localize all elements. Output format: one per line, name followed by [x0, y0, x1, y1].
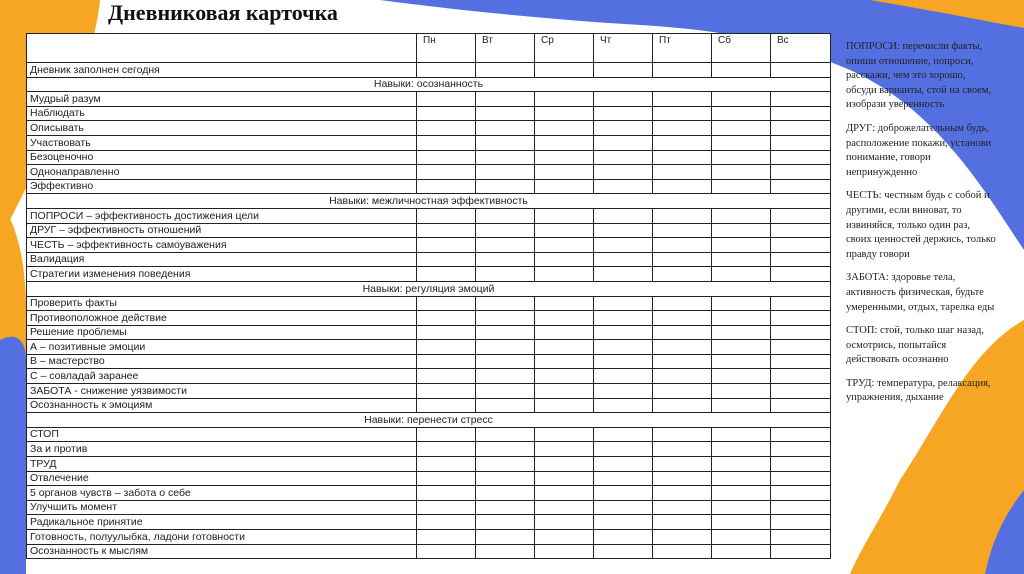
day-entry-cell[interactable] [417, 311, 476, 326]
day-entry-cell[interactable] [771, 486, 831, 501]
day-entry-cell[interactable] [653, 354, 712, 369]
day-header: Ср [535, 34, 594, 63]
skill-label: Улучшить момент [27, 500, 417, 515]
day-entry-cell[interactable] [771, 384, 831, 399]
day-entry-cell[interactable] [653, 340, 712, 355]
day-entry-cell[interactable] [417, 427, 476, 442]
day-entry-cell[interactable] [712, 530, 771, 545]
day-entry-cell[interactable] [771, 515, 831, 530]
day-entry-cell[interactable] [535, 165, 594, 180]
note-trud: ТРУД: температура, релаксация, упражнения, дыхание [846, 377, 991, 404]
day-entry-cell[interactable] [653, 135, 712, 150]
section-row [27, 413, 831, 428]
day-entry-cell[interactable] [653, 369, 712, 384]
skill-row [27, 223, 831, 238]
day-entry-cell[interactable] [594, 354, 653, 369]
day-entry-cell[interactable] [594, 544, 653, 559]
day-entry-cell[interactable] [535, 471, 594, 486]
day-entry-cell[interactable] [594, 63, 653, 78]
day-entry-cell[interactable] [535, 354, 594, 369]
day-entry-cell[interactable] [771, 457, 831, 472]
day-entry-cell[interactable] [594, 500, 653, 515]
skill-row [27, 384, 831, 399]
day-entry-cell[interactable] [535, 208, 594, 223]
day-entry-cell[interactable] [476, 252, 535, 267]
day-entry-cell[interactable] [653, 427, 712, 442]
day-entry-cell[interactable] [653, 442, 712, 457]
day-entry-cell[interactable] [417, 486, 476, 501]
day-entry-cell[interactable] [594, 311, 653, 326]
day-entry-cell[interactable] [594, 325, 653, 340]
skill-row [27, 486, 831, 501]
day-entry-cell[interactable] [535, 296, 594, 311]
skill-row [27, 121, 831, 136]
skill-label: Готовность, полуулыбка, ладони готовности [27, 530, 417, 545]
day-entry-cell[interactable] [712, 515, 771, 530]
day-entry-cell[interactable] [594, 296, 653, 311]
day-entry-cell[interactable] [712, 165, 771, 180]
day-entry-cell[interactable] [771, 252, 831, 267]
skill-label: Наблюдать [27, 106, 417, 121]
table-header-row [27, 34, 831, 63]
day-entry-cell[interactable] [417, 398, 476, 413]
skill-label: Участвовать [27, 135, 417, 150]
day-entry-cell[interactable] [653, 530, 712, 545]
day-entry-cell[interactable] [417, 121, 476, 136]
skill-row [27, 135, 831, 150]
day-entry-cell[interactable] [476, 471, 535, 486]
skill-row [27, 311, 831, 326]
day-entry-cell[interactable] [476, 267, 535, 282]
skill-row [27, 63, 831, 78]
day-entry-cell[interactable] [653, 500, 712, 515]
day-entry-cell[interactable] [653, 457, 712, 472]
day-entry-cell[interactable] [417, 267, 476, 282]
skill-label: Решение проблемы [27, 325, 417, 340]
day-entry-cell[interactable] [712, 427, 771, 442]
day-entry-cell[interactable] [535, 311, 594, 326]
skill-row [27, 544, 831, 559]
day-entry-cell[interactable] [594, 267, 653, 282]
day-entry-cell[interactable] [712, 354, 771, 369]
day-entry-cell[interactable] [712, 179, 771, 194]
day-entry-cell[interactable] [653, 179, 712, 194]
skill-row [27, 238, 831, 253]
note-stop: СТОП: стой, только шаг назад, осмотрись, попытайся действовать осознанно [846, 325, 984, 366]
skill-label: За и против [27, 442, 417, 457]
day-entry-cell[interactable] [476, 179, 535, 194]
skill-label: Противоположное действие [27, 311, 417, 326]
day-entry-cell[interactable] [535, 369, 594, 384]
section-heading: Навыки: регуляция эмоций [27, 281, 831, 296]
skill-label: Проверить факты [27, 296, 417, 311]
day-entry-cell[interactable] [535, 544, 594, 559]
day-entry-cell[interactable] [535, 238, 594, 253]
skill-row [27, 150, 831, 165]
skill-label: ЧЕСТЬ – эффективность самоуважения [27, 238, 417, 253]
day-entry-cell[interactable] [417, 471, 476, 486]
skill-label: Описывать [27, 121, 417, 136]
skill-row [27, 340, 831, 355]
day-header: Вс [771, 34, 831, 63]
day-entry-cell[interactable] [476, 106, 535, 121]
day-entry-cell[interactable] [653, 208, 712, 223]
day-entry-cell[interactable] [771, 530, 831, 545]
day-entry-cell[interactable] [417, 515, 476, 530]
day-entry-cell[interactable] [653, 165, 712, 180]
note-chest: ЧЕСТЬ: честным будь с собой и другими, если виноват, то извиняйся, только один раз, своих ценностей держись, только правду говори [846, 190, 996, 260]
note-drug: ДРУГ: доброжелательным будь, расположение покажи, установи понимание, говори непринужденно [846, 122, 992, 178]
day-entry-cell[interactable] [594, 223, 653, 238]
section-row [27, 77, 831, 92]
skill-row [27, 267, 831, 282]
day-entry-cell[interactable] [417, 252, 476, 267]
day-entry-cell[interactable] [535, 486, 594, 501]
skill-label: Осознанность к мыслям [27, 544, 417, 559]
skill-label: А – позитивные эмоции [27, 340, 417, 355]
day-entry-cell[interactable] [712, 442, 771, 457]
day-entry-cell[interactable] [712, 471, 771, 486]
day-entry-cell[interactable] [712, 544, 771, 559]
day-entry-cell[interactable] [594, 92, 653, 107]
skill-label: С – совладай заранее [27, 369, 417, 384]
day-entry-cell[interactable] [476, 384, 535, 399]
day-entry-cell[interactable] [771, 500, 831, 515]
skill-label: Однонаправленно [27, 165, 417, 180]
day-entry-cell[interactable] [653, 471, 712, 486]
day-entry-cell[interactable] [535, 340, 594, 355]
section-row [27, 281, 831, 296]
day-entry-cell[interactable] [653, 398, 712, 413]
day-entry-cell[interactable] [476, 238, 535, 253]
day-entry-cell[interactable] [535, 121, 594, 136]
day-entry-cell[interactable] [594, 515, 653, 530]
day-entry-cell[interactable] [653, 296, 712, 311]
day-entry-cell[interactable] [653, 384, 712, 399]
day-entry-cell[interactable] [594, 135, 653, 150]
day-entry-cell[interactable] [476, 427, 535, 442]
day-entry-cell[interactable] [771, 92, 831, 107]
day-entry-cell[interactable] [712, 150, 771, 165]
skill-label: В – мастерство [27, 354, 417, 369]
day-entry-cell[interactable] [712, 121, 771, 136]
skill-row [27, 252, 831, 267]
skill-row [27, 515, 831, 530]
day-entry-cell[interactable] [712, 369, 771, 384]
day-entry-cell[interactable] [771, 296, 831, 311]
skill-row [27, 457, 831, 472]
day-entry-cell[interactable] [417, 223, 476, 238]
day-entry-cell[interactable] [417, 150, 476, 165]
day-entry-cell[interactable] [712, 223, 771, 238]
day-entry-cell[interactable] [535, 179, 594, 194]
day-entry-cell[interactable] [594, 369, 653, 384]
day-entry-cell[interactable] [535, 398, 594, 413]
day-entry-cell[interactable] [535, 150, 594, 165]
day-entry-cell[interactable] [771, 354, 831, 369]
skill-row [27, 471, 831, 486]
day-entry-cell[interactable] [712, 238, 771, 253]
day-entry-cell[interactable] [653, 223, 712, 238]
day-entry-cell[interactable] [653, 121, 712, 136]
day-entry-cell[interactable] [417, 457, 476, 472]
day-entry-cell[interactable] [535, 442, 594, 457]
section-heading: Навыки: осознанность [27, 77, 831, 92]
day-entry-cell[interactable] [771, 471, 831, 486]
day-entry-cell[interactable] [771, 150, 831, 165]
day-entry-cell[interactable] [712, 106, 771, 121]
skill-label: СТОП [27, 427, 417, 442]
day-entry-cell[interactable] [771, 369, 831, 384]
day-header: Сб [712, 34, 771, 63]
skill-row [27, 325, 831, 340]
skill-label: Стратегии изменения поведения [27, 267, 417, 282]
day-entry-cell[interactable] [653, 252, 712, 267]
skill-row [27, 165, 831, 180]
day-entry-cell[interactable] [535, 500, 594, 515]
day-entry-cell[interactable] [476, 208, 535, 223]
day-entry-cell[interactable] [712, 208, 771, 223]
day-entry-cell[interactable] [771, 340, 831, 355]
skill-label: ДРУГ – эффективность отношений [27, 223, 417, 238]
day-entry-cell[interactable] [476, 398, 535, 413]
day-entry-cell[interactable] [417, 238, 476, 253]
note-poprosi: ПОПРОСИ: перечисли факты, опиши отношение, попроси, расскажи, чем это хорошо, обсуди варианты, стой на своем, изобрази уверенность [846, 41, 992, 111]
day-entry-cell[interactable] [417, 325, 476, 340]
day-entry-cell[interactable] [476, 121, 535, 136]
day-entry-cell[interactable] [476, 135, 535, 150]
day-entry-cell[interactable] [594, 530, 653, 545]
day-entry-cell[interactable] [417, 544, 476, 559]
day-entry-cell[interactable] [476, 442, 535, 457]
day-entry-cell[interactable] [535, 267, 594, 282]
day-entry-cell[interactable] [712, 384, 771, 399]
day-entry-cell[interactable] [712, 398, 771, 413]
day-entry-cell[interactable] [771, 311, 831, 326]
skill-row [27, 106, 831, 121]
day-entry-cell[interactable] [417, 530, 476, 545]
day-entry-cell[interactable] [476, 340, 535, 355]
day-entry-cell[interactable] [771, 179, 831, 194]
day-entry-cell[interactable] [535, 325, 594, 340]
day-entry-cell[interactable] [535, 106, 594, 121]
day-entry-cell[interactable] [535, 384, 594, 399]
skill-row [27, 427, 831, 442]
day-entry-cell[interactable] [712, 135, 771, 150]
day-header: Чт [594, 34, 653, 63]
day-entry-cell[interactable] [594, 384, 653, 399]
day-entry-cell[interactable] [653, 486, 712, 501]
skill-row [27, 369, 831, 384]
day-entry-cell[interactable] [653, 311, 712, 326]
day-entry-cell[interactable] [535, 515, 594, 530]
day-entry-cell[interactable] [712, 252, 771, 267]
day-entry-cell[interactable] [594, 121, 653, 136]
day-entry-cell[interactable] [417, 500, 476, 515]
day-entry-cell[interactable] [476, 544, 535, 559]
day-entry-cell[interactable] [594, 471, 653, 486]
day-entry-cell[interactable] [476, 150, 535, 165]
day-entry-cell[interactable] [712, 92, 771, 107]
skill-row [27, 208, 831, 223]
day-entry-cell[interactable] [653, 150, 712, 165]
skill-row [27, 398, 831, 413]
skill-label: Дневник заполнен сегодня [27, 63, 417, 78]
section-heading: Навыки: перенести стресс [27, 413, 831, 428]
day-header: Пн [417, 34, 476, 63]
skill-label: Радикальное принятие [27, 515, 417, 530]
day-entry-cell[interactable] [417, 296, 476, 311]
day-entry-cell[interactable] [712, 325, 771, 340]
day-entry-cell[interactable] [594, 252, 653, 267]
day-entry-cell[interactable] [771, 427, 831, 442]
day-entry-cell[interactable] [771, 63, 831, 78]
day-entry-cell[interactable] [535, 457, 594, 472]
day-entry-cell[interactable] [417, 354, 476, 369]
day-entry-cell[interactable] [476, 486, 535, 501]
day-entry-cell[interactable] [417, 384, 476, 399]
day-entry-cell[interactable] [712, 311, 771, 326]
header-blank-cell [27, 34, 417, 63]
day-entry-cell[interactable] [417, 369, 476, 384]
day-entry-cell[interactable] [712, 340, 771, 355]
day-header: Вт [476, 34, 535, 63]
page-title: Дневниковая карточка [108, 0, 338, 25]
day-entry-cell[interactable] [417, 92, 476, 107]
day-entry-cell[interactable] [653, 106, 712, 121]
skill-row [27, 530, 831, 545]
day-entry-cell[interactable] [653, 544, 712, 559]
day-entry-cell[interactable] [712, 457, 771, 472]
day-entry-cell[interactable] [771, 238, 831, 253]
day-entry-cell[interactable] [712, 296, 771, 311]
skill-row [27, 296, 831, 311]
day-entry-cell[interactable] [771, 325, 831, 340]
day-entry-cell[interactable] [476, 63, 535, 78]
day-entry-cell[interactable] [771, 165, 831, 180]
day-entry-cell[interactable] [771, 442, 831, 457]
skill-label: Эффективно [27, 179, 417, 194]
day-entry-cell[interactable] [417, 340, 476, 355]
day-entry-cell[interactable] [476, 530, 535, 545]
day-entry-cell[interactable] [535, 252, 594, 267]
skill-label: 5 органов чувств – забота о себе [27, 486, 417, 501]
day-entry-cell[interactable] [535, 63, 594, 78]
day-entry-cell[interactable] [594, 165, 653, 180]
day-entry-cell[interactable] [771, 267, 831, 282]
notes-panel [846, 40, 996, 415]
day-entry-cell[interactable] [476, 515, 535, 530]
day-entry-cell[interactable] [712, 63, 771, 78]
blue-blob-left [0, 337, 26, 574]
day-entry-cell[interactable] [712, 500, 771, 515]
day-entry-cell[interactable] [417, 179, 476, 194]
diary-card-table [26, 33, 831, 559]
skill-row [27, 442, 831, 457]
day-entry-cell[interactable] [594, 150, 653, 165]
skill-label: Отвлечение [27, 471, 417, 486]
day-entry-cell[interactable] [535, 135, 594, 150]
day-entry-cell[interactable] [476, 325, 535, 340]
day-entry-cell[interactable] [417, 165, 476, 180]
day-entry-cell[interactable] [594, 340, 653, 355]
day-entry-cell[interactable] [771, 121, 831, 136]
day-entry-cell[interactable] [417, 135, 476, 150]
day-entry-cell[interactable] [712, 267, 771, 282]
day-entry-cell[interactable] [771, 398, 831, 413]
skill-label: Безоценочно [27, 150, 417, 165]
day-entry-cell[interactable] [535, 223, 594, 238]
day-entry-cell[interactable] [594, 442, 653, 457]
day-entry-cell[interactable] [594, 486, 653, 501]
day-entry-cell[interactable] [535, 530, 594, 545]
day-entry-cell[interactable] [476, 296, 535, 311]
skill-row [27, 354, 831, 369]
day-entry-cell[interactable] [476, 92, 535, 107]
day-entry-cell[interactable] [476, 165, 535, 180]
day-entry-cell[interactable] [476, 500, 535, 515]
note-zabota: ЗАБОТА: здоровье тела, активность физическая, будьте умеренными, отдых, тарелка еды [846, 272, 995, 313]
day-entry-cell[interactable] [653, 267, 712, 282]
day-entry-cell[interactable] [594, 398, 653, 413]
day-entry-cell[interactable] [594, 106, 653, 121]
section-heading: Навыки: межличностная эффективность [27, 194, 831, 209]
skill-row [27, 179, 831, 194]
day-entry-cell[interactable] [594, 457, 653, 472]
day-entry-cell[interactable] [771, 135, 831, 150]
day-entry-cell[interactable] [653, 63, 712, 78]
day-entry-cell[interactable] [653, 515, 712, 530]
day-entry-cell[interactable] [476, 369, 535, 384]
day-entry-cell[interactable] [653, 325, 712, 340]
day-entry-cell[interactable] [476, 223, 535, 238]
day-entry-cell[interactable] [712, 486, 771, 501]
day-entry-cell[interactable] [653, 238, 712, 253]
day-entry-cell[interactable] [594, 238, 653, 253]
skill-label: Мудрый разум [27, 92, 417, 107]
table-body [27, 34, 831, 559]
skill-row [27, 500, 831, 515]
day-entry-cell[interactable] [476, 354, 535, 369]
day-entry-cell[interactable] [594, 427, 653, 442]
section-row [27, 194, 831, 209]
skill-label: ПОПРОСИ – эффективность достижения цели [27, 208, 417, 223]
day-entry-cell[interactable] [535, 92, 594, 107]
skill-label: Осознанность к эмоциям [27, 398, 417, 413]
day-entry-cell[interactable] [771, 223, 831, 238]
skill-label: ТРУД [27, 457, 417, 472]
day-entry-cell[interactable] [476, 457, 535, 472]
day-entry-cell[interactable] [594, 208, 653, 223]
day-entry-cell[interactable] [653, 92, 712, 107]
skill-label: Валидация [27, 252, 417, 267]
day-entry-cell[interactable] [771, 544, 831, 559]
day-entry-cell[interactable] [535, 427, 594, 442]
day-entry-cell[interactable] [476, 311, 535, 326]
day-entry-cell[interactable] [771, 106, 831, 121]
day-entry-cell[interactable] [417, 63, 476, 78]
diary-card-sheet [26, 33, 830, 567]
day-entry-cell[interactable] [417, 442, 476, 457]
day-entry-cell[interactable] [417, 208, 476, 223]
day-entry-cell[interactable] [417, 106, 476, 121]
skill-label: ЗАБОТА - снижение уязвимости [27, 384, 417, 399]
day-entry-cell[interactable] [771, 208, 831, 223]
day-entry-cell[interactable] [594, 179, 653, 194]
day-header: Пт [653, 34, 712, 63]
skill-row [27, 92, 831, 107]
